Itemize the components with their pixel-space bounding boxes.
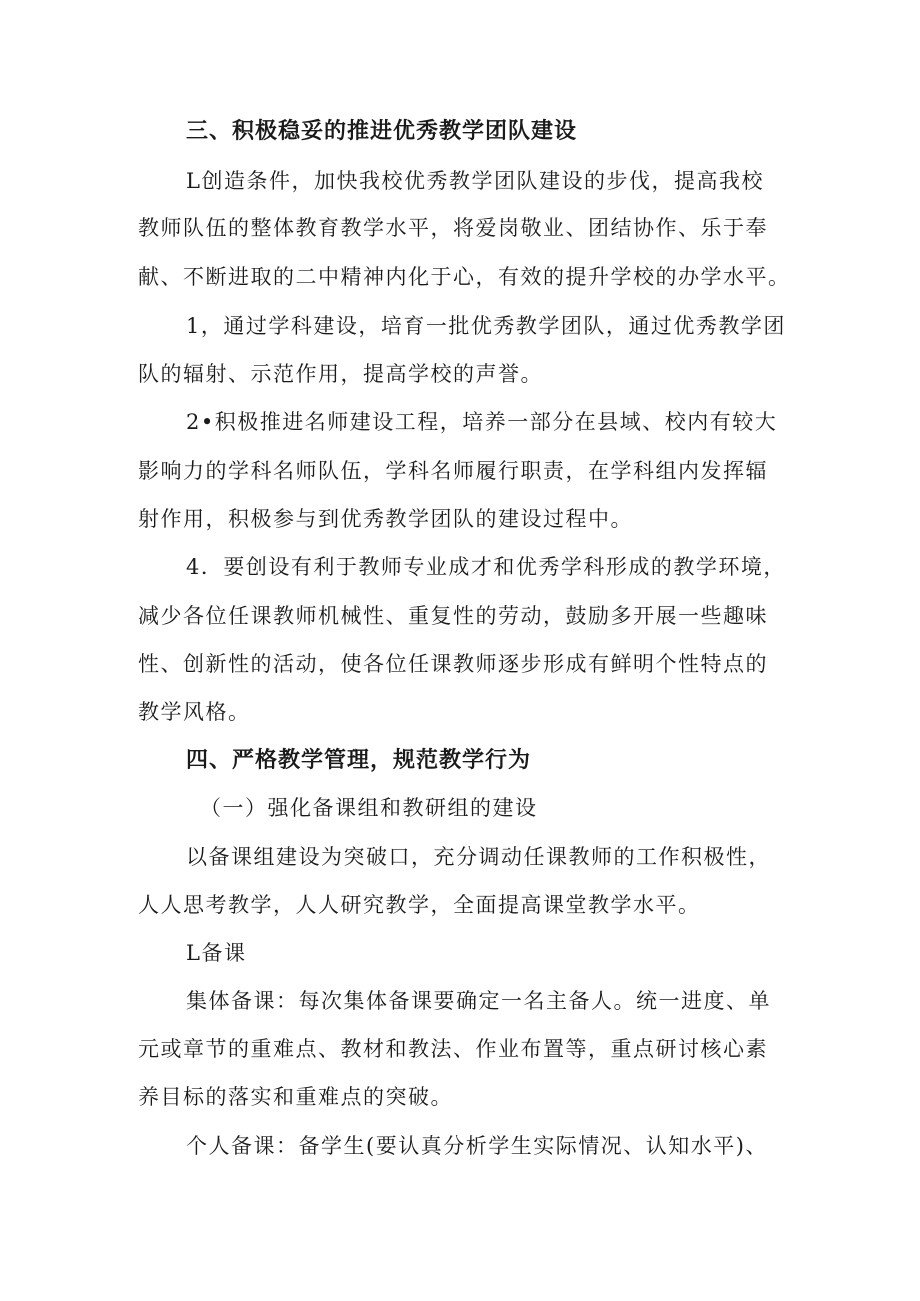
- paragraph-line: L创造条件，加快我校优秀教学团队建设的步伐，提高我校: [186, 169, 764, 193]
- paragraph-line: 性、创新性的活动，使各位任课教师逐步形成有鲜明个性特点的: [138, 652, 768, 676]
- paragraph-line: 影响力的学科名师队伍，学科名师履行职责，在学科组内发挥辐: [138, 459, 768, 483]
- subsection-heading: （一）强化备课组和教研组的建设: [200, 796, 538, 820]
- section-heading-3: 三、积极稳妥的推进优秀教学团队建设: [186, 119, 578, 144]
- paragraph-line: 献、不断进取的二中精神内化于心，有效的提升学校的办学水平。: [138, 265, 791, 289]
- paragraph-line: 集体备课：每次集体备课要确定一名主备人。统一进度、单: [186, 989, 771, 1013]
- paragraph-line: 4．要创设有利于教师专业成才和优秀学科形成的教学环境，: [186, 555, 786, 579]
- paragraph-line: L备课: [186, 941, 247, 965]
- paragraph-line: 减少各位任课教师机械性、重复性的劳动，鼓励多开展一些趣味: [138, 604, 768, 628]
- paragraph-line: 2•积极推进名师建设工程，培养一部分在县域、校内有较大: [186, 410, 778, 434]
- section-heading-4: 四、严格教学管理，规范教学行为: [186, 748, 532, 773]
- paragraph-line: 队的辐射、示范作用，提高学校的声誉。: [138, 362, 543, 386]
- paragraph-line: 个人备课：备学生(要认真分析学生实际情况、认知水平)、: [186, 1134, 768, 1158]
- paragraph-line: 以备课组建设为突破口，充分调动任课教师的工作积极性，: [186, 845, 771, 869]
- paragraph-line: 人人思考教学，人人研究教学，全面提高课堂教学水平。: [138, 893, 701, 917]
- paragraph-line: 射作用，积极参与到优秀教学团队的建设过程中。: [138, 507, 633, 531]
- paragraph-line: 教学风格。: [138, 700, 251, 724]
- paragraph-line: 元或章节的重难点、教材和教法、作业布置等，重点研讨核心素: [138, 1037, 768, 1061]
- paragraph-line: 养目标的落实和重难点的突破。: [138, 1085, 453, 1109]
- paragraph-line: 1，通过学科建设，培育一批优秀教学团队，通过优秀教学团: [186, 314, 786, 338]
- paragraph-line: 教师队伍的整体教育教学水平，将爱岗敬业、团结协作、乐于奉: [138, 216, 768, 240]
